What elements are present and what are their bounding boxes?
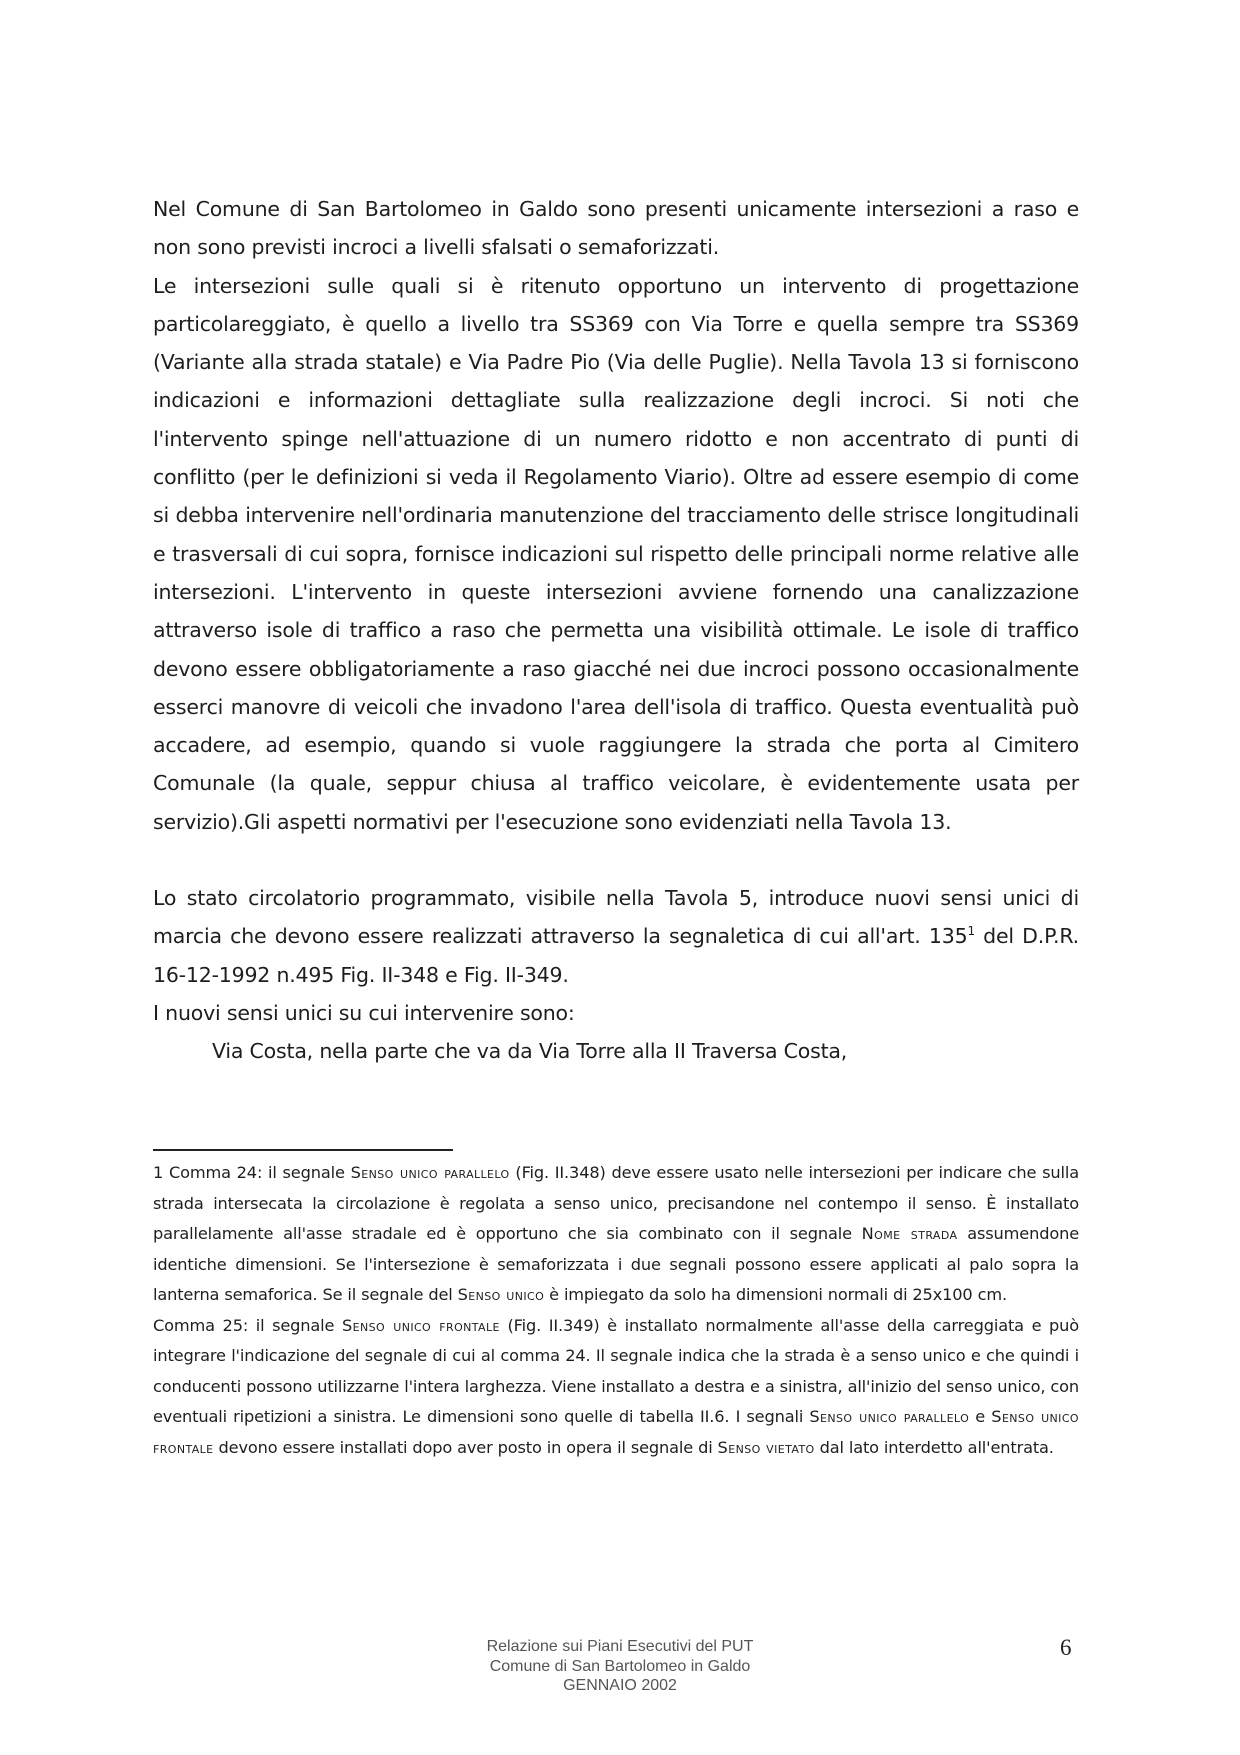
footnotes [153,1158,1079,1463]
paragraph-text: del D.P.R. 16-12-1992 n.495 Fig. II-348 e Fig. II-349. [153,924,1079,987]
footnote [153,1311,1079,1464]
paragraph: Le intersezioni sulle quali si è ritenuto opportuno un intervento di progettazione particolareggiato, è quello a livello tra SS369 con Via Torre e quella sempre tra SS369 (Variante alla strada statale) e Via Padre Pio (Via delle Puglie). Nella Tavola 13 si forniscono indicazioni e informazioni dettagliate sulla realizzazione degli incroci. Si noti che l'intervento spinge nell'attuazione di un numero ridotto e non accentrato di punti di conflitto (per le definizioni si veda il Regolamento Viario). Oltre ad essere esempio di come si debba intervenire nell'ordinaria manutenzione del tracciamento delle strisce longitudinali e trasversali di cui sopra, fornisce indicazioni sul rispetto delle principali norme relative alle intersezioni. L'intervento in queste intersezioni avviene fornendo una canalizzazione attraverso isole di traffico a raso che permetta una visibilità ottimale. Le isole di traffico devono essere obbligatoriamente a raso giacché nei due incroci possono occasionalmente esserci manovre di veicoli che invadono l'area dell'isola di traffico. Questa eventualità può accadere, ad esempio, quando si vuole raggiungere la strada che porta al Cimitero Comunale (la quale, seppur chiusa al traffico veicolare, è evidentemente usata per servizio).Gli aspetti normativi per l'esecuzione sono evidenziati nella Tavola 13. [153,273,1079,834]
body-text [153,190,1079,1071]
paragraph: I nuovi sensi unici su cui intervenire sono: [153,1000,575,1025]
footnote-text: (Fig. II.348) deve essere usato nelle intersezioni per indicare che sulla strada intersecata la circolazione è regolata a senso unico, precisandone nel contempo il senso. È installato parallelamente all'asse stradale ed è opportuno che sia combinato con il segnale [153,1163,1079,1243]
footnote [153,1158,1079,1311]
footnote-smallcaps: Senso unico parallelo [809,1407,970,1426]
list-item: Via Costa, nella parte che va da Via Torre alla II Traversa Costa, [212,1039,848,1064]
footnote-separator [153,1149,453,1151]
footnote-text: dal lato interdetto all'entrata. [814,1437,1054,1457]
page-number: 6 [1060,1635,1072,1660]
footnote-text: (Fig. II.349) è installato normalmente all'asse della carreggiata e può integrare l'indicazione del segnale di cui al comma 24. Il segnale indica che la strada è a senso unico e che quindi i conducenti possono utilizzarne l'intera larghezza. Viene installato a destra e a sinistra, all'inizio del senso unico, con eventuali ripetizioni a sinistra. Le dimensioni sono quelle di tabella II.6. I segnali [153,1315,1079,1426]
footnote-smallcaps: Senso unico parallelo [350,1163,510,1182]
footnote-text: devono essere installati dopo aver posto in opera il segnale di [213,1437,718,1457]
footnote-smallcaps: Nome strada [861,1224,958,1243]
footnote-reference: 1 [967,924,975,939]
footnote-smallcaps: Senso vietato [717,1437,815,1457]
footer-line: GENNAIO 2002 [563,1677,677,1694]
footnote-text: Comma 25: il segnale [153,1315,342,1335]
paragraph: Nel Comune di San Bartolomeo in Galdo sono presenti unicamente intersezioni a raso e non sono previsti incroci a livelli sfalsati o semaforizzati. [153,197,1079,260]
page-footer [420,1637,820,1696]
paragraph [153,879,1079,994]
footnote-text: è impiegato da solo ha dimensioni normali di 25x100 cm. [544,1285,1007,1304]
footnote-smallcaps: Senso unico [457,1285,545,1304]
footnote-text: assumendone identiche dimensioni. Se l'intersezione è semaforizzata i due segnali possono essere applicati al palo sopra la lanterna semaforica. Se il segnale del [153,1224,1079,1304]
footer-line: Comune di San Bartolomeo in Galdo [489,1657,751,1675]
footnote-smallcaps: Senso unico frontale [153,1407,1079,1457]
footer-line: Relazione sui Piani Esecutivi del PUT [486,1638,754,1655]
footnote-smallcaps: Senso unico frontale [341,1315,500,1335]
footnote-text: 1 Comma 24: il segnale [153,1163,351,1182]
paragraph-gap [153,841,1079,879]
footnote-text: e [969,1407,992,1426]
paragraph-text: Lo stato circolatorio programmato, visibile nella Tavola 5, introduce nuovi sensi unici di marcia che devono essere realizzati attraverso la segnaletica di cui all'art. 135 [153,886,1079,949]
